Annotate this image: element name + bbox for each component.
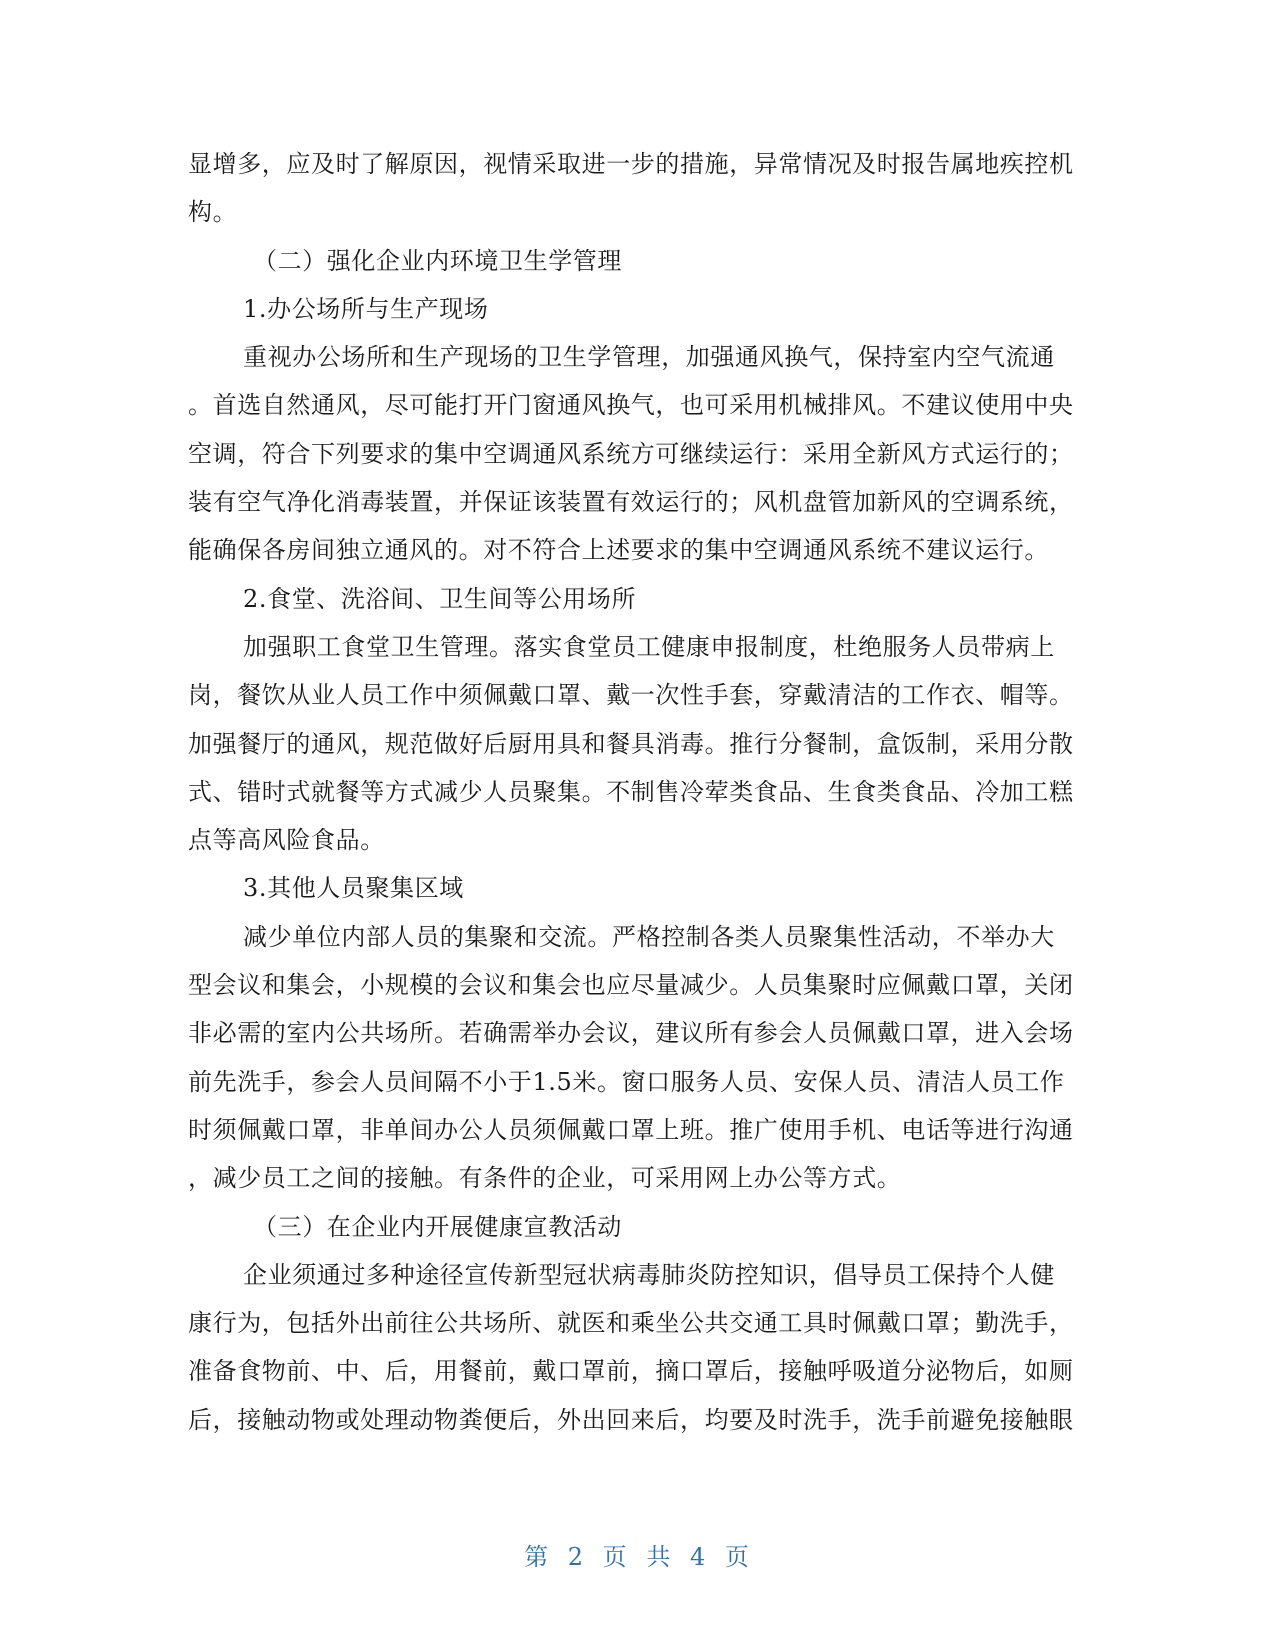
text-line: 。首选自然通风，尽可能打开门窗通风换气，也可采用机械排风。不建议使用中央	[188, 391, 1074, 420]
text-line: 准备食物前、中、后，用餐前，戴口罩前，摘口罩后，接触呼吸道分泌物后，如厕	[188, 1357, 1074, 1386]
text-line: （二）强化企业内环境卫生学管理	[253, 246, 622, 275]
text-line: 加强职工食堂卫生管理。落实食堂员工健康申报制度，杜绝服务人员带病上	[243, 632, 1055, 661]
text-line: 减少单位内部人员的集聚和交流。严格控制各类人员聚集性活动，不举办大	[243, 922, 1055, 951]
text-line: 3.其他人员聚集区域	[243, 874, 464, 903]
text-line: 企业须通过多种途径宣传新型冠状病毒肺炎防控知识，倡导员工保持个人健	[243, 1260, 1055, 1289]
text-line: 重视办公场所和生产现场的卫生学管理，加强通风换气，保持室内空气流通	[243, 343, 1055, 372]
footer-prefix: 第	[524, 1543, 551, 1571]
text-line: 岗，餐饮从业人员工作中须佩戴口罩、戴一次性手套，穿戴清洁的工作衣、帽等。	[188, 681, 1074, 710]
footer-page-unit: 页	[602, 1543, 629, 1571]
text-line: 显增多，应及时了解原因，视情采取进一步的措施，异常情况及时报告属地疾控机	[188, 150, 1074, 178]
text-line: 时须佩戴口罩，非单间办公人员须佩戴口罩上班。推广使用手机、电话等进行沟通	[188, 1115, 1074, 1144]
footer-total-unit: 页	[724, 1543, 751, 1571]
page-body	[188, 140, 1088, 1444]
text-line: 非必需的室内公共场所。若确需举办会议，建议所有参会人员佩戴口罩，进入会场	[188, 1019, 1074, 1048]
text-line: 式、错时式就餐等方式减少人员聚集。不制售冷荤类食品、生食类食品、冷加工糕	[188, 777, 1074, 806]
text-line: 前先洗手，参会人员间隔不小于1.5米。窗口服务人员、安保人员、清洁人员工作	[188, 1067, 1065, 1096]
text-line: 装有空气净化消毒装置，并保证该装置有效运行的；风机盘管加新风的空调系统，	[188, 488, 1074, 517]
page-footer	[0, 1537, 1275, 1572]
footer-page-number: 2	[567, 1543, 586, 1571]
text-line: 2.食堂、洗浴间、卫生间等公用场所	[243, 584, 637, 613]
text-line: 构。	[188, 198, 238, 227]
footer-total-prefix: 共	[646, 1543, 673, 1571]
text-line: 能确保各房间独立通风的。对不符合上述要求的集中空调通风系统不建议运行。	[188, 536, 1049, 565]
text-line: 1.办公场所与生产现场	[243, 294, 489, 323]
footer-total-pages: 4	[689, 1543, 708, 1571]
text-line: ，减少员工之间的接触。有条件的企业，可采用网上办公等方式。	[188, 1164, 902, 1193]
text-line: 点等高风险食品。	[188, 826, 385, 855]
text-line: 空调，符合下列要求的集中空调通风系统方可继续运行：采用全新风方式运行的；	[188, 439, 1074, 468]
text-line: 康行为，包括外出前往公共场所、就医和乘坐公共交通工具时佩戴口罩；勤洗手，	[188, 1309, 1074, 1338]
text-line: 加强餐厅的通风，规范做好后厨用具和餐具消毒。推行分餐制，盒饭制，采用分散	[188, 729, 1074, 758]
text-line: （三）在企业内开展健康宣教活动	[253, 1212, 622, 1241]
text-line: 后，接触动物或处理动物粪便后，外出回来后，均要及时洗手，洗手前避免接触眼	[188, 1405, 1074, 1434]
text-line: 型会议和集会，小规模的会议和集会也应尽量减少。人员集聚时应佩戴口罩，关闭	[188, 971, 1074, 1000]
